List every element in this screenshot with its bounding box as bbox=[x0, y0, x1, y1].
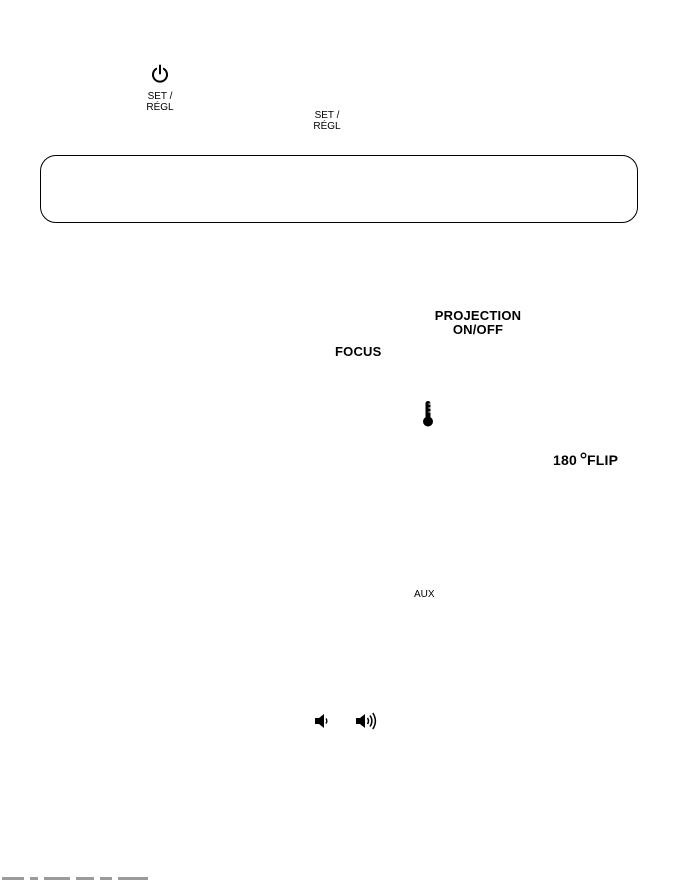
set-regl-line1: SET / bbox=[147, 91, 173, 102]
flip-prefix: 180 bbox=[553, 452, 577, 468]
power-icon bbox=[150, 64, 170, 84]
volume-down-icon bbox=[314, 713, 330, 729]
projection-line2: ON/OFF bbox=[452, 322, 504, 337]
footer-strip bbox=[0, 876, 170, 881]
flip-suffix: FLIP bbox=[587, 452, 619, 468]
thermometer-icon bbox=[421, 400, 435, 428]
focus-label: FOCUS bbox=[335, 344, 382, 359]
set-regl-line2: RÉGL bbox=[146, 102, 174, 113]
set-regl2-line1: SET / bbox=[314, 110, 340, 121]
projection-on-off-label bbox=[418, 309, 538, 337]
note-box bbox=[40, 155, 638, 223]
aux-label: AUX bbox=[414, 589, 435, 600]
set-regl-label bbox=[135, 91, 185, 113]
degree-icon bbox=[580, 446, 587, 453]
set-regl-label-2 bbox=[302, 110, 352, 132]
volume-up-icon bbox=[355, 712, 379, 730]
flip-180-label bbox=[553, 447, 643, 469]
set-regl2-line2: RÉGL bbox=[313, 121, 341, 132]
projection-line1: PROJECTION bbox=[434, 308, 522, 323]
